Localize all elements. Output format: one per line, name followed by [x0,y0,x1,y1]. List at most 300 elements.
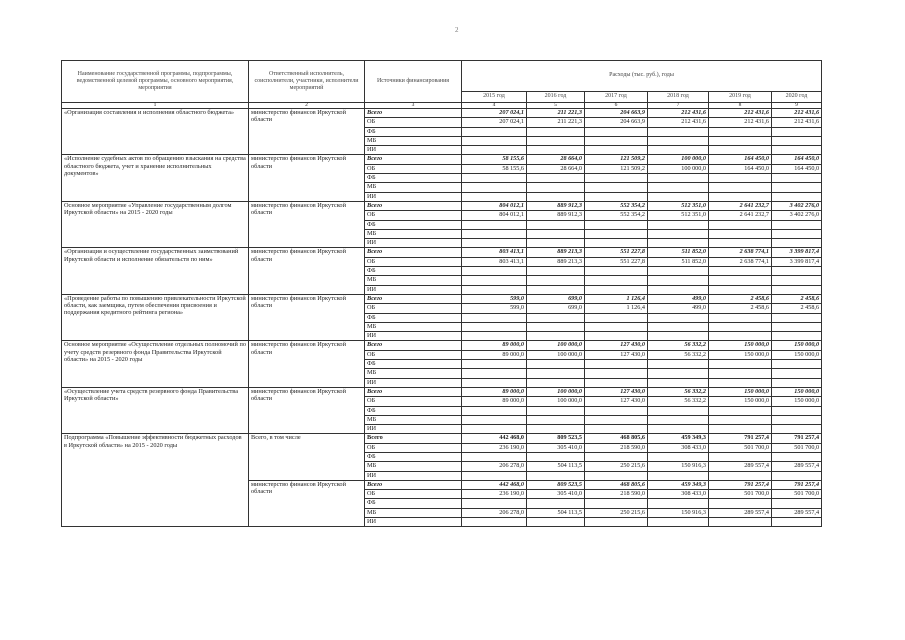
amount-cell [527,192,585,201]
amount-cell [772,378,822,387]
amount-cell [648,276,709,285]
amount-cell [527,322,585,331]
amount-cell [648,452,709,461]
amount-cell [648,425,709,434]
source-cell: ФБ [365,406,462,415]
amount-cell: 2 641 232,7 [709,211,772,220]
table-row [62,155,822,164]
amount-cell [585,406,648,415]
amount-cell [527,313,585,322]
amount-cell [527,146,585,155]
table-row [62,387,822,396]
amount-cell: 150 000,0 [709,387,772,396]
amount-cell: 889 213,3 [527,257,585,266]
amount-cell: 289 557,4 [709,508,772,517]
amount-cell: 89 000,0 [462,350,527,359]
amount-cell: 206 278,0 [462,462,527,471]
source-cell: ФБ [365,499,462,508]
source-cell: ИИ [365,146,462,155]
amount-cell [648,369,709,378]
amount-cell [585,136,648,145]
header-executor: Ответственный исполнитель, соисполнители, участники, исполнители мероприятий [249,61,365,103]
amount-cell: 28 664,0 [527,155,585,164]
amount-cell [709,276,772,285]
source-cell: МБ [365,369,462,378]
amount-cell: 204 663,9 [585,109,648,118]
amount-cell: 164 450,0 [709,155,772,164]
amount-cell [648,267,709,276]
amount-cell: 211 221,3 [527,109,585,118]
amount-cell: 56 332,2 [648,341,709,350]
amount-cell [585,267,648,276]
amount-cell: 501 700,0 [772,490,822,499]
amount-cell: 121 509,2 [585,155,648,164]
column-index: 1 [62,103,249,109]
amount-cell: 100 000,0 [527,387,585,396]
amount-cell: 56 332,2 [648,397,709,406]
amount-cell [527,136,585,145]
program-name: «Исполнение судебных актов по обращению взыскания на средства областного бюджета, учет и хранение исполнительных документов» [62,155,249,201]
amount-cell [585,471,648,480]
amount-cell [462,322,527,331]
amount-cell: 2 458,6 [772,294,822,303]
amount-cell: 809 523,5 [527,480,585,489]
amount-cell [527,220,585,229]
amount-cell [648,322,709,331]
amount-cell [648,285,709,294]
amount-cell [772,452,822,461]
source-cell: ОБ [365,397,462,406]
program-name: «Организация составления и исполнения областного бюджета» [62,109,249,155]
source-cell: ИИ [365,518,462,527]
amount-cell [462,239,527,248]
column-index: 9 [772,103,822,109]
source-cell: ФБ [365,174,462,183]
table-body [62,109,822,527]
header-year: 2018 год [648,92,709,103]
amount-cell [527,518,585,527]
amount-cell [585,332,648,341]
amount-cell [772,192,822,201]
amount-cell [527,406,585,415]
amount-cell: 150 000,0 [772,341,822,350]
table-row [62,434,822,443]
source-cell: ФБ [365,267,462,276]
amount-cell [772,229,822,238]
amount-cell [527,332,585,341]
amount-cell: 791 257,4 [772,480,822,489]
amount-cell: 127 430,0 [585,341,648,350]
amount-cell [709,471,772,480]
table-row [62,341,822,350]
header-expenses: Расходы (тыс. руб.), годы [462,61,822,92]
amount-cell [585,146,648,155]
amount-cell: 512 351,0 [648,211,709,220]
amount-cell [462,425,527,434]
amount-cell: 504 113,5 [527,508,585,517]
amount-cell [527,471,585,480]
source-cell: ФБ [365,313,462,322]
amount-cell [648,136,709,145]
amount-cell: 599,0 [462,294,527,303]
amount-cell [462,192,527,201]
amount-cell: 804 012,1 [462,201,527,210]
amount-cell [527,499,585,508]
amount-cell: 212 431,6 [648,109,709,118]
amount-cell: 504 113,5 [527,462,585,471]
amount-cell [772,313,822,322]
amount-cell: 212 431,6 [709,118,772,127]
source-cell: МБ [365,276,462,285]
amount-cell: 127 430,0 [585,387,648,396]
column-index: 5 [527,103,585,109]
amount-cell: 791 257,4 [709,480,772,489]
amount-cell: 127 430,0 [585,350,648,359]
amount-cell [648,192,709,201]
amount-cell: 791 257,4 [772,434,822,443]
amount-cell: 89 000,0 [462,387,527,396]
amount-cell [648,360,709,369]
amount-cell [462,332,527,341]
amount-cell: 889 213,3 [527,248,585,257]
header-year: 2015 год [462,92,527,103]
amount-cell [709,127,772,136]
table-row [62,248,822,257]
source-cell: ФБ [365,127,462,136]
amount-cell [648,146,709,155]
amount-cell [462,406,527,415]
amount-cell [709,499,772,508]
amount-cell: 236 190,0 [462,443,527,452]
amount-cell: 699,0 [527,294,585,303]
amount-cell [462,183,527,192]
amount-cell [772,174,822,183]
amount-cell [709,378,772,387]
amount-cell [585,415,648,424]
amount-cell [462,146,527,155]
amount-cell: 2 638 774,1 [709,248,772,257]
amount-cell [772,415,822,424]
amount-cell: 56 332,2 [648,350,709,359]
column-index: 7 [648,103,709,109]
amount-cell [527,285,585,294]
amount-cell [462,174,527,183]
amount-cell [772,471,822,480]
program-name: «Проведение работы по повышению привлекательности Иркутской области, как заемщика, путем обеспечения присвоения и поддержания кредитного рейтинга региона» [62,294,249,340]
amount-cell: 809 523,5 [527,434,585,443]
amount-cell: 150 000,0 [709,397,772,406]
amount-cell: 3 402 276,0 [772,211,822,220]
amount-cell [462,229,527,238]
amount-cell [462,471,527,480]
source-cell: МБ [365,322,462,331]
table-row [62,201,822,210]
amount-cell: 100 000,0 [648,155,709,164]
source-cell: ОБ [365,443,462,452]
amount-cell: 212 431,6 [772,118,822,127]
amount-cell: 100 000,0 [527,397,585,406]
header-year: 2020 год [772,92,822,103]
amount-cell [709,183,772,192]
amount-cell [462,267,527,276]
amount-cell [585,285,648,294]
amount-cell: 150 000,0 [772,387,822,396]
amount-cell: 468 805,6 [585,434,648,443]
header-year: 2016 год [527,92,585,103]
column-index: 2 [249,103,365,109]
amount-cell: 289 557,4 [709,462,772,471]
amount-cell [772,499,822,508]
executor-name: министерство финансов Иркутской области [249,294,365,340]
amount-cell: 289 557,4 [772,508,822,517]
amount-cell: 150 916,3 [648,508,709,517]
amount-cell [527,267,585,276]
table-row [62,109,822,118]
program-name: Основное мероприятие «Осуществление отдельных полномочий по учету средств резервного фонда Правительства Иркутской области» на 2015 - 2020 годы [62,341,249,387]
source-cell: Всего [365,387,462,396]
amount-cell [462,452,527,461]
amount-cell [585,174,648,183]
amount-cell [648,406,709,415]
source-cell: ИИ [365,239,462,248]
source-cell: Всего [365,155,462,164]
amount-cell: 442 468,0 [462,480,527,489]
header-name: Наименование государственной программы, подпрограммы, ведомственной целевой программы, основного мероприятия, мероприятия [62,61,249,103]
executor-name: министерство финансов Иркутской области [249,480,365,526]
amount-cell: 552 354,2 [585,201,648,210]
amount-cell: 212 431,6 [709,109,772,118]
source-cell: Всего [365,341,462,350]
source-cell: ИИ [365,285,462,294]
amount-cell [648,471,709,480]
amount-cell [462,369,527,378]
amount-cell [709,360,772,369]
amount-cell [648,518,709,527]
amount-cell [709,322,772,331]
amount-cell [772,406,822,415]
amount-cell: 308 433,0 [648,443,709,452]
source-cell: Всего [365,109,462,118]
amount-cell [527,452,585,461]
amount-cell: 212 431,6 [772,109,822,118]
executor-name: Всего, в том числе [249,434,365,480]
amount-cell [527,425,585,434]
amount-cell: 552 354,2 [585,211,648,220]
amount-cell: 100 000,0 [527,350,585,359]
amount-cell: 889 912,3 [527,211,585,220]
amount-cell: 164 450,0 [772,164,822,173]
amount-cell [709,406,772,415]
source-cell: ОБ [365,350,462,359]
amount-cell: 501 700,0 [709,490,772,499]
header-year: 2017 год [585,92,648,103]
amount-cell: 250 215,6 [585,462,648,471]
amount-cell [772,239,822,248]
amount-cell: 56 332,2 [648,387,709,396]
amount-cell: 89 000,0 [462,341,527,350]
amount-cell [709,136,772,145]
source-cell: Всего [365,434,462,443]
source-cell: МБ [365,229,462,238]
amount-cell [527,239,585,248]
amount-cell [527,229,585,238]
amount-cell [585,322,648,331]
amount-cell: 499,0 [648,294,709,303]
source-cell: ОБ [365,164,462,173]
amount-cell [585,425,648,434]
source-cell: МБ [365,136,462,145]
amount-cell: 2 458,6 [709,304,772,313]
amount-cell: 699,0 [527,304,585,313]
amount-cell: 218 590,0 [585,443,648,452]
subprogram-name: Подпрограмма «Повышение эффективности бюджетных расходов в Иркутской области» на 2015 - 2020 годы [62,434,249,527]
program-name: «Организация и осуществление государственных заимствований Иркутской области и исполнение обязательств по ним» [62,248,249,294]
amount-cell [772,276,822,285]
amount-cell: 207 024,1 [462,109,527,118]
amount-cell: 236 190,0 [462,490,527,499]
amount-cell: 804 012,1 [462,211,527,220]
amount-cell: 100 000,0 [527,341,585,350]
amount-cell [585,378,648,387]
amount-cell [527,174,585,183]
amount-cell: 501 700,0 [709,443,772,452]
amount-cell: 468 805,6 [585,480,648,489]
amount-cell: 2 458,6 [772,304,822,313]
amount-cell [585,229,648,238]
amount-cell [709,192,772,201]
amount-cell: 551 227,8 [585,257,648,266]
amount-cell [648,220,709,229]
amount-cell: 803 413,1 [462,257,527,266]
amount-cell [648,174,709,183]
amount-cell [772,183,822,192]
source-cell: МБ [365,462,462,471]
source-cell: ФБ [365,220,462,229]
column-index: 6 [585,103,648,109]
amount-cell [462,276,527,285]
table-row [62,294,822,303]
amount-cell: 250 215,6 [585,508,648,517]
source-cell: МБ [365,508,462,517]
amount-cell [585,220,648,229]
amount-cell: 889 912,3 [527,201,585,210]
executor-name: министерство финансов Иркутской области [249,248,365,294]
amount-cell [709,285,772,294]
amount-cell [772,332,822,341]
source-cell: Всего [365,201,462,210]
amount-cell: 28 664,0 [527,164,585,173]
amount-cell [772,136,822,145]
amount-cell [585,499,648,508]
amount-cell [709,220,772,229]
amount-cell: 150 000,0 [709,350,772,359]
source-cell: Всего [365,248,462,257]
amount-cell [585,192,648,201]
amount-cell [585,452,648,461]
amount-cell [648,313,709,322]
executor-name: министерство финансов Иркутской области [249,201,365,247]
amount-cell: 512 351,0 [648,201,709,210]
amount-cell [709,415,772,424]
source-cell: ИИ [365,192,462,201]
amount-cell: 164 450,0 [709,164,772,173]
source-cell: ФБ [365,452,462,461]
header-source: Источники финансирования [365,61,462,103]
amount-cell [709,332,772,341]
column-index: 8 [709,103,772,109]
amount-cell: 218 590,0 [585,490,648,499]
amount-cell: 207 024,1 [462,118,527,127]
amount-cell [648,378,709,387]
amount-cell [462,285,527,294]
source-cell: ОБ [365,118,462,127]
amount-cell [462,378,527,387]
source-cell: ОБ [365,490,462,499]
amount-cell: 204 663,9 [585,118,648,127]
amount-cell [648,332,709,341]
amount-cell [527,127,585,136]
amount-cell [648,239,709,248]
amount-cell: 803 413,1 [462,248,527,257]
amount-cell: 791 257,4 [709,434,772,443]
amount-cell: 100 000,0 [648,164,709,173]
amount-cell [462,127,527,136]
source-cell: ОБ [365,211,462,220]
amount-cell [527,276,585,285]
amount-cell: 459 349,3 [648,434,709,443]
source-cell: МБ [365,415,462,424]
amount-cell [772,425,822,434]
amount-cell: 599,0 [462,304,527,313]
amount-cell: 289 557,4 [772,462,822,471]
column-index: 3 [365,103,462,109]
amount-cell: 2 641 232,7 [709,201,772,210]
amount-cell [462,415,527,424]
amount-cell [772,518,822,527]
program-name: Основное мероприятие «Управление государственным долгом Иркутской области» на 2015 - 2020 годы [62,201,249,247]
amount-cell: 2 458,6 [709,294,772,303]
amount-cell: 212 431,6 [648,118,709,127]
amount-cell [585,183,648,192]
amount-cell: 150 000,0 [709,341,772,350]
amount-cell [709,229,772,238]
source-cell: Всего [365,480,462,489]
amount-cell: 150 000,0 [772,350,822,359]
amount-cell: 3 402 276,0 [772,201,822,210]
source-cell: ФБ [365,360,462,369]
amount-cell: 305 410,0 [527,443,585,452]
executor-name: министерство финансов Иркутской области [249,155,365,201]
amount-cell: 150 000,0 [772,397,822,406]
amount-cell [772,267,822,276]
column-index: 4 [462,103,527,109]
amount-cell [462,499,527,508]
amount-cell: 121 509,2 [585,164,648,173]
amount-cell: 58 155,6 [462,155,527,164]
amount-cell: 1 126,4 [585,294,648,303]
amount-cell: 459 349,3 [648,480,709,489]
source-cell: ИИ [365,425,462,434]
amount-cell [527,415,585,424]
source-cell: ИИ [365,378,462,387]
amount-cell: 127 430,0 [585,397,648,406]
amount-cell: 501 700,0 [772,443,822,452]
amount-cell [709,313,772,322]
amount-cell [772,322,822,331]
amount-cell: 211 221,3 [527,118,585,127]
amount-cell [527,183,585,192]
program-name: «Осуществление учета средств резервного фонда Правительства Иркутской области» [62,387,249,433]
